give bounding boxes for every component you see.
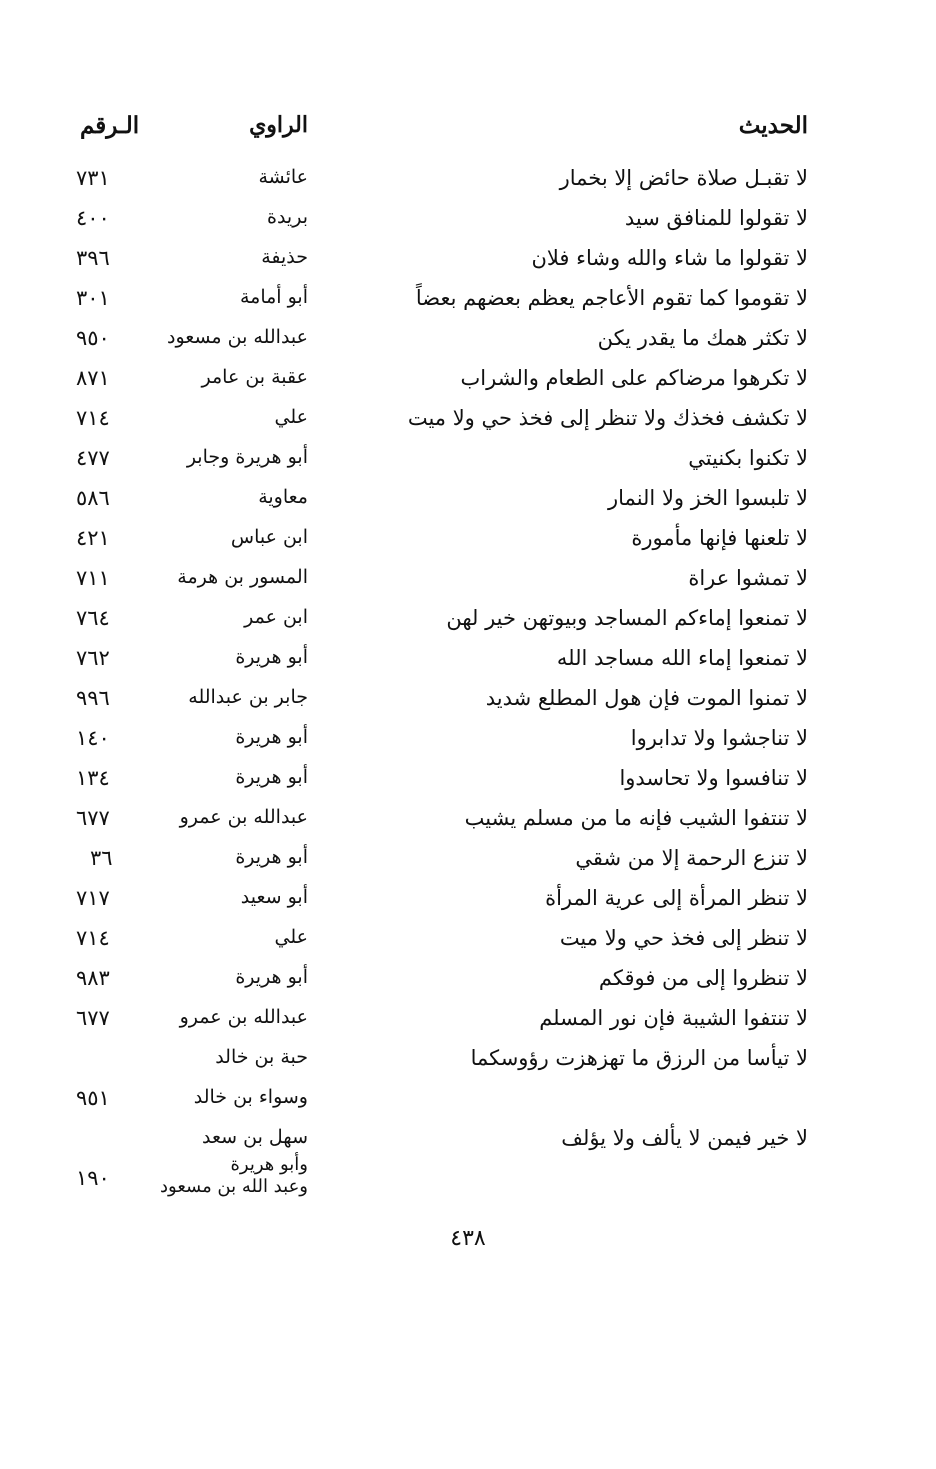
- hadith-number: ٧١١: [76, 566, 110, 590]
- hadith-text: لا تلعنها فإنها مأمورة: [631, 526, 808, 550]
- hadith-number: ٣٦: [90, 846, 113, 870]
- narrator-name: عائشة: [258, 166, 308, 188]
- narrator-name: عبدالله بن عمرو: [179, 1006, 308, 1028]
- hadith-column-header: الحديث: [738, 112, 808, 139]
- narrator-name: وسواء بن خالد: [193, 1086, 308, 1108]
- hadith-number: ٧١٧: [76, 886, 110, 910]
- narrator-name: أبو هريرة: [235, 966, 308, 988]
- hadith-text: لا تنتفوا الشيب فإنه ما من مسلم يشيب: [464, 806, 808, 830]
- hadith-text: لا تقوموا كما تقوم الأعاجم يعظم بعضهم بعضاً: [415, 286, 808, 310]
- hadith-number: ٧١٤: [76, 926, 110, 950]
- hadith-text: لا تكنوا بكنيتي: [688, 446, 808, 470]
- narrator-name: جابر بن عبدالله: [188, 686, 308, 708]
- page-number: ٤٣٨: [450, 1226, 486, 1251]
- hadith-number: ٤٧٧: [76, 446, 110, 470]
- hadith-text: لا تنظروا إلى من فوقكم: [598, 966, 808, 990]
- narrator-name: علي: [274, 926, 308, 948]
- hadith-number: ٩٥١: [76, 1086, 110, 1110]
- hadith-text: لا تمنوا الموت فإن هول المطلع شديد: [485, 686, 808, 710]
- narrator-column-header: الراوي: [249, 112, 308, 138]
- narrator-name: حذيفة: [261, 246, 308, 268]
- hadith-text: لا تلبسوا الخز ولا النمار: [608, 486, 808, 510]
- hadith-text: لا تقبـل صلاة حائض إلا بخمار: [559, 166, 808, 190]
- hadith-text: لا تقولوا ما شاء والله وشاء فلان: [531, 246, 808, 270]
- hadith-text: لا تنتفوا الشيبة فإن نور المسلم: [539, 1006, 808, 1030]
- hadith-number: ١٤٠: [76, 726, 110, 750]
- hadith-number: ٦٧٧: [76, 806, 110, 830]
- narrator-name: معاوية: [258, 486, 308, 508]
- narrator-name: بريدة: [267, 206, 308, 228]
- hadith-text: لا تكرهوا مرضاكم على الطعام والشراب: [460, 366, 808, 390]
- hadith-text: لا تكشف فخذك ولا تنظر إلى فخذ حي ولا ميت: [407, 406, 808, 430]
- narrator-name: سهل بن سعد: [202, 1126, 308, 1148]
- narrator-name: أبو سعيد: [240, 886, 308, 908]
- narrator-name: عبدالله بن عمرو: [179, 806, 308, 828]
- hadith-text: لا تنظر إلى فخذ حي ولا ميت: [559, 926, 808, 950]
- hadith-number: ٧٦٢: [76, 646, 110, 670]
- narrator-name-multiline: [160, 1154, 308, 1198]
- hadith-number: ٦٧٧: [76, 1006, 110, 1030]
- hadith-number: ٧١٤: [76, 406, 110, 430]
- narrator-name: أبو هريرة: [235, 766, 308, 788]
- hadith-number: ٤٠٠: [76, 206, 110, 230]
- hadith-text: لا تقولوا للمنافق سيد: [624, 206, 808, 230]
- hadith-text: لا تنافسوا ولا تحاسدوا: [619, 766, 808, 790]
- hadith-number: ٧٦٤: [76, 606, 110, 630]
- narrator-name: أبو أمامة: [239, 286, 308, 308]
- narrator-name: المسور بن هرمة: [177, 566, 308, 588]
- narrator-name: حبة بن خالد: [215, 1046, 308, 1068]
- narrator-name: ابن عباس: [230, 526, 308, 548]
- narrator-line: وأبو هريرة: [230, 1154, 308, 1175]
- hadith-text: لا خير فيمن لا يألف ولا يؤلف: [561, 1126, 808, 1150]
- narrator-name: علي: [274, 406, 308, 428]
- hadith-text: لا تناجشوا ولا تدابروا: [630, 726, 808, 750]
- hadith-number: ٥٨٦: [76, 486, 110, 510]
- hadith-text: لا تمنعوا إماءكم المساجد وبيوتهن خير لهن: [446, 606, 808, 630]
- narrator-name: ابن عمر: [244, 606, 308, 628]
- hadith-number: ٣٩٦: [76, 246, 110, 270]
- hadith-number: ٧٣١: [76, 166, 110, 190]
- narrator-name: عبدالله بن مسعود: [167, 326, 308, 348]
- hadith-number: ٨٧١: [76, 366, 110, 390]
- hadith-text: لا تمشوا عراة: [688, 566, 808, 590]
- narrator-name: أبو هريرة: [235, 726, 308, 748]
- hadith-text: لا تنزع الرحمة إلا من شقي: [575, 846, 808, 870]
- hadith-text: لا تيأسا من الرزق ما تهزهزت رؤوسكما: [470, 1046, 808, 1070]
- hadith-text: لا تنظر المرأة إلى عرية المرأة: [545, 886, 808, 910]
- hadith-number: ٩٩٦: [76, 686, 110, 710]
- narrator-line: وعبد الله بن مسعود: [160, 1176, 308, 1197]
- number-column-header: الـرقم: [80, 112, 140, 139]
- narrator-name: أبو هريرة: [235, 846, 308, 868]
- hadith-number: ١٩٠: [76, 1166, 110, 1190]
- hadith-text: لا تكثر همك ما يقدر يكن: [597, 326, 808, 350]
- narrator-name: عقبة بن عامر: [201, 366, 308, 388]
- hadith-number: ١٣٤: [76, 766, 110, 790]
- hadith-number: ٣٠١: [76, 286, 110, 310]
- narrator-name: أبو هريرة وجابر: [186, 446, 308, 468]
- hadith-number: ٩٨٣: [76, 966, 110, 990]
- hadith-number: ٩٥٠: [76, 326, 110, 350]
- narrator-name: أبو هريرة: [235, 646, 308, 668]
- hadith-number: ٤٢١: [76, 526, 110, 550]
- hadith-text: لا تمنعوا إماء الله مساجد الله: [556, 646, 808, 670]
